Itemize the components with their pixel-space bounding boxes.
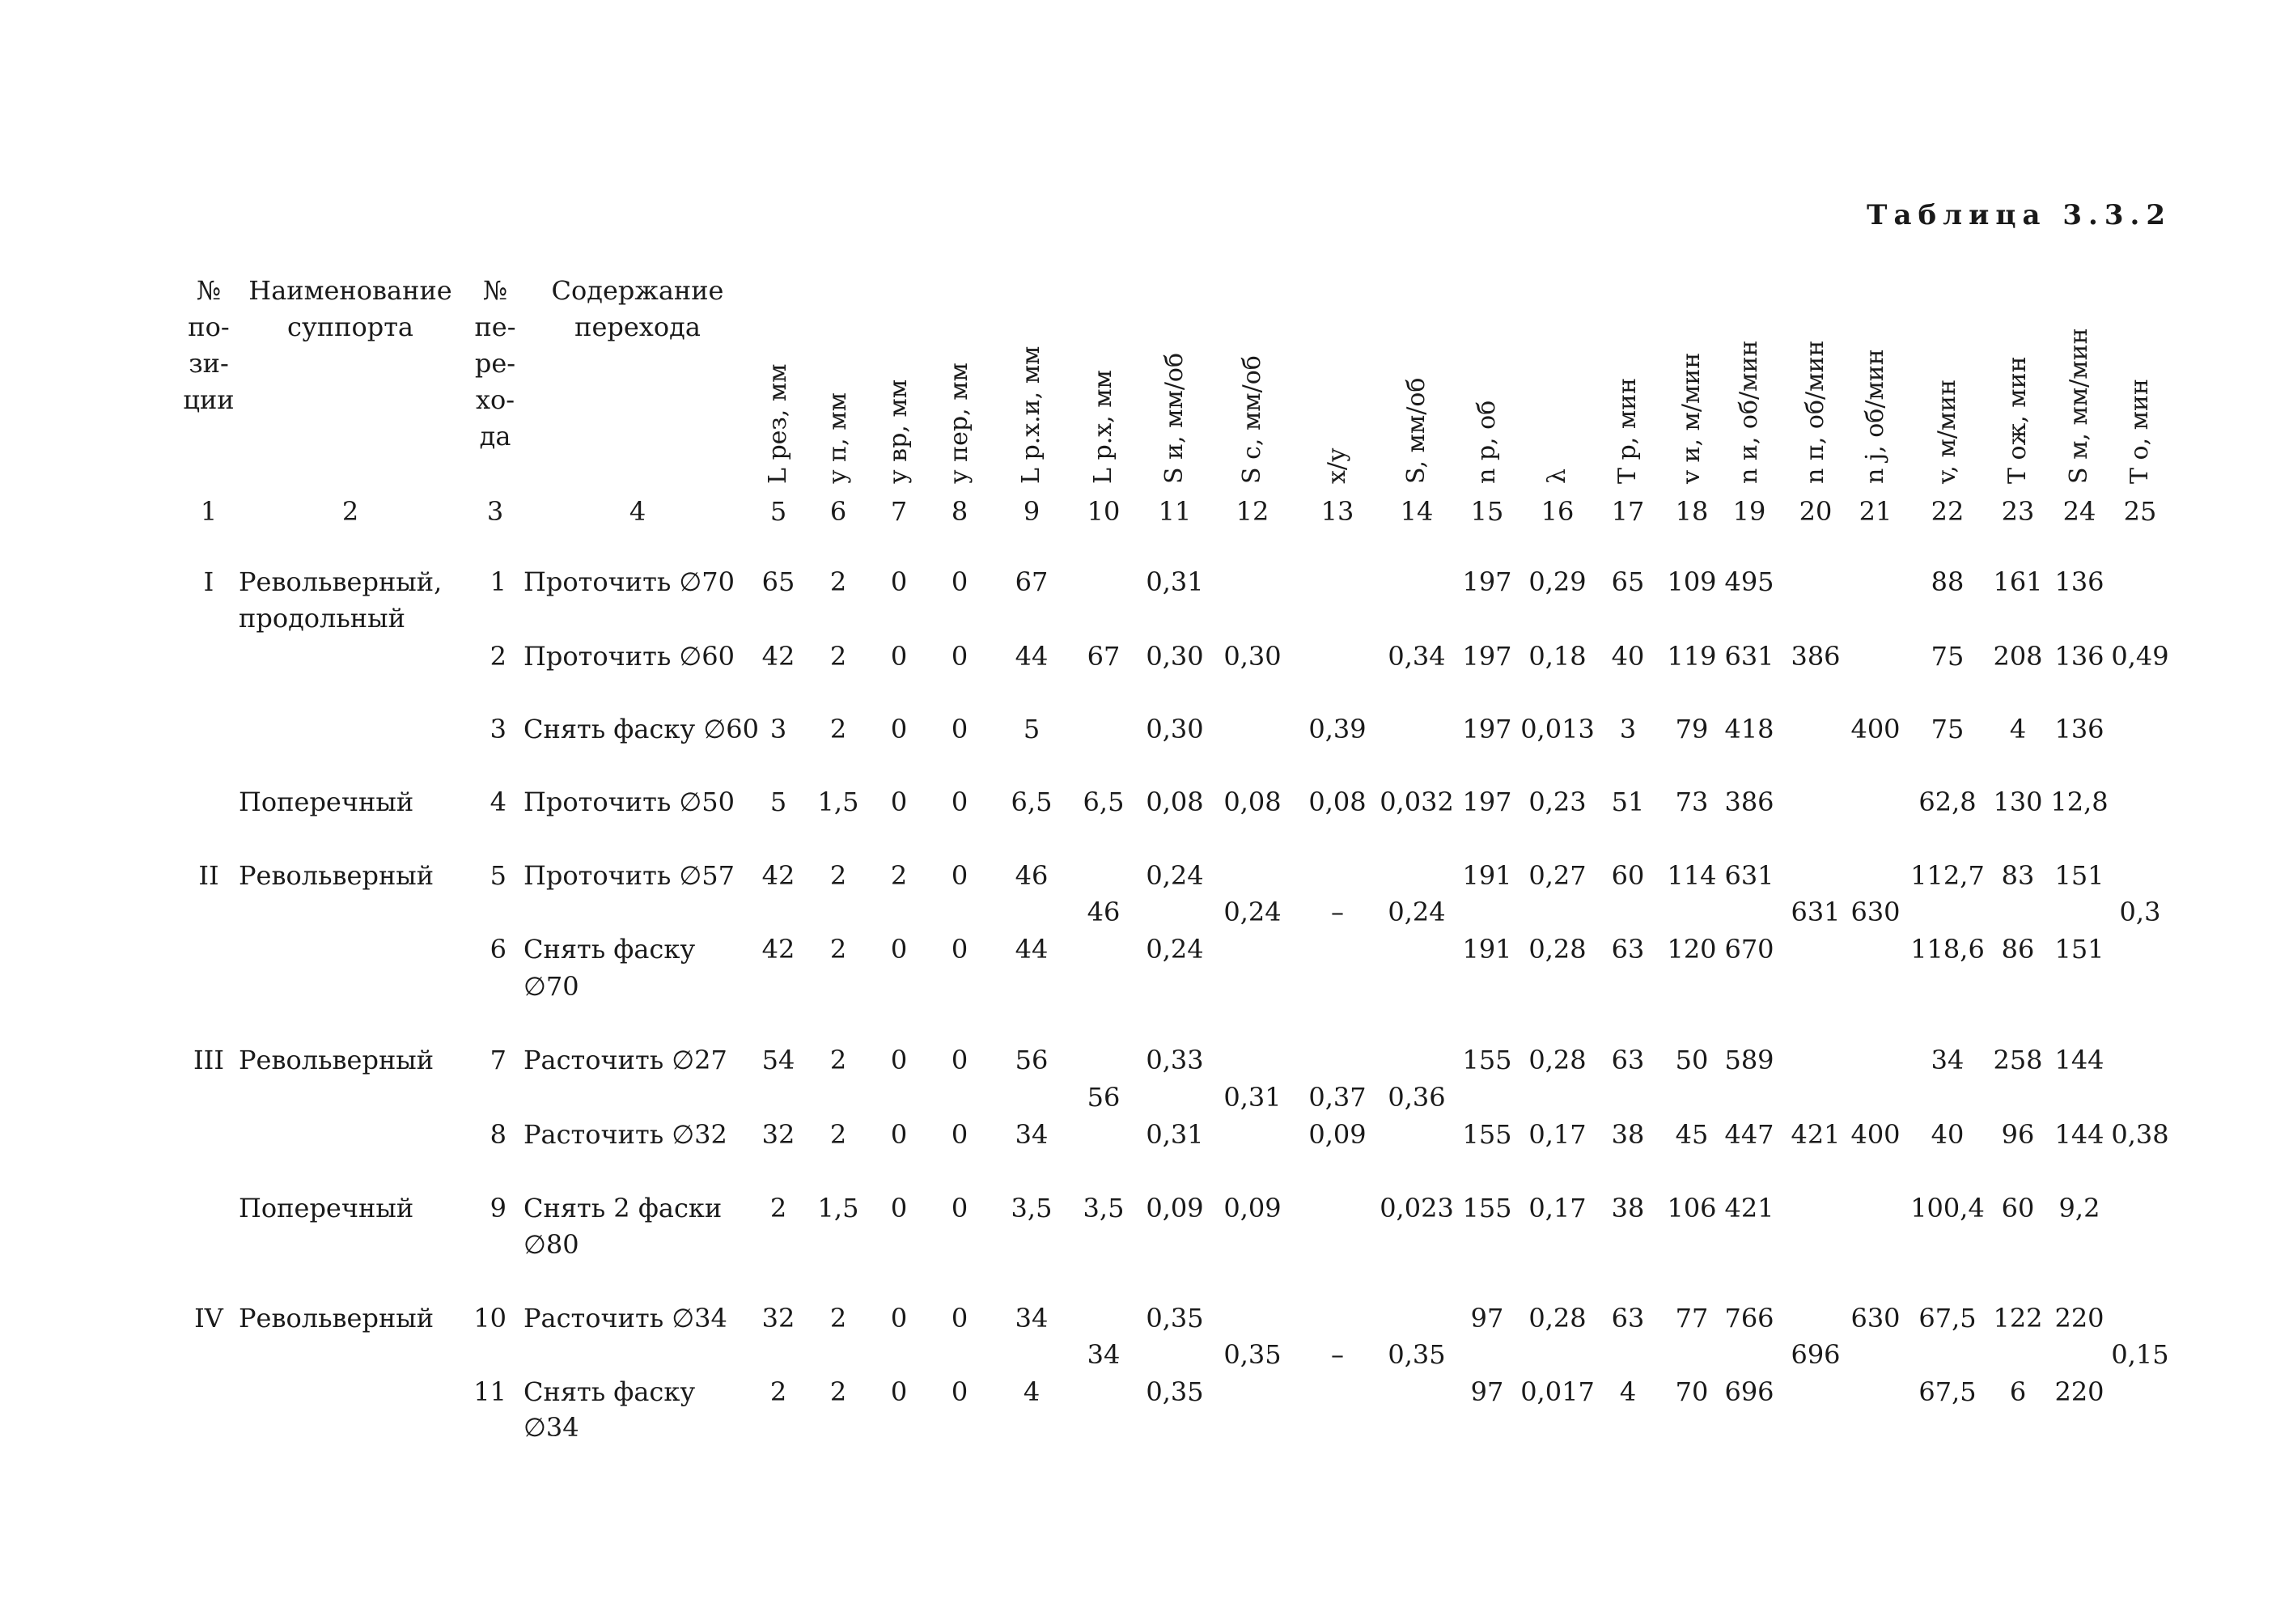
cell-col-16: 0,29 — [1528, 566, 1587, 597]
cell-col-19: 766 — [1724, 1303, 1774, 1334]
column-number: 17 — [1611, 496, 1645, 527]
cell-col-17: 3 — [1619, 714, 1637, 744]
cell-col-8: 0 — [951, 641, 968, 672]
cell-col-24: 144 — [2054, 1119, 2104, 1150]
cell-col-11: 0,24 — [1146, 860, 1204, 891]
header-rotated-label: у п, мм — [824, 392, 852, 484]
cell-col-6: 2 — [829, 566, 847, 597]
cell-col-12: 0,08 — [1223, 787, 1282, 817]
column-number: 7 — [890, 496, 908, 527]
column-number: 10 — [1087, 496, 1121, 527]
cell-col-7: 0 — [890, 1303, 908, 1334]
header-rotated-label: S с, мм/об — [1238, 355, 1266, 484]
cell-col-19: 495 — [1724, 566, 1774, 597]
cell-col-7: 0 — [890, 1045, 908, 1075]
cell-col-22: 67,5 — [1918, 1376, 1977, 1407]
cell-col-8: 0 — [951, 1045, 968, 1075]
row-transition-no: 7 — [490, 1045, 506, 1075]
cell-col-11: 0,33 — [1146, 1045, 1204, 1075]
cell-col-7: 0 — [890, 1193, 908, 1223]
cell-col-21: 630 — [1850, 1303, 1901, 1334]
cell-col-6: 2 — [829, 1119, 847, 1150]
column-number: 2 — [341, 496, 359, 527]
cell-col-18: 120 — [1667, 934, 1717, 965]
column-number: 15 — [1470, 496, 1504, 527]
cell-col-8: 0 — [951, 1193, 968, 1223]
cell-col-12: 0,30 — [1223, 641, 1282, 672]
cell-col-11: 0,30 — [1146, 641, 1204, 672]
row-position: IV — [194, 1303, 223, 1334]
cell-col-23: 130 — [1993, 787, 2043, 817]
column-number: 3 — [486, 496, 504, 527]
cell-col-18: 109 — [1667, 566, 1717, 597]
cell-col-24: 151 — [2054, 860, 2104, 891]
cell-col-22: 62,8 — [1918, 787, 1977, 817]
cell-col-16: 0,18 — [1528, 641, 1587, 672]
cell-col-25: 0,49 — [2111, 641, 2169, 672]
column-number: 18 — [1675, 496, 1709, 527]
cell-col-24: 136 — [2054, 714, 2104, 744]
row-content: Расточить ∅27 — [523, 1045, 727, 1075]
cell-col-13: 0,37 — [1308, 1082, 1367, 1113]
cell-col-12: 0,24 — [1223, 897, 1282, 927]
header-rotated-label: L рез, мм — [764, 363, 792, 484]
row-transition-no: 10 — [473, 1303, 506, 1334]
cell-col-13: – — [1331, 1339, 1344, 1370]
cell-col-16: 0,28 — [1528, 934, 1587, 965]
cell-col-5: 42 — [761, 641, 795, 672]
cell-col-19: 631 — [1724, 860, 1774, 891]
cell-col-17: 51 — [1611, 787, 1645, 817]
cell-col-15: 197 — [1462, 787, 1512, 817]
header-transition-no-line: хо- — [475, 384, 515, 415]
cell-col-25: 0,38 — [2111, 1119, 2169, 1150]
cell-col-15: 191 — [1462, 860, 1512, 891]
column-number: 16 — [1541, 496, 1575, 527]
row-transition-no: 2 — [490, 641, 506, 672]
header-rotated-label: Т ож, мин — [2003, 356, 2032, 484]
cell-col-7: 0 — [890, 934, 908, 965]
cell-col-19: 386 — [1724, 787, 1774, 817]
cell-col-5: 54 — [761, 1045, 795, 1075]
cell-col-7: 0 — [890, 1376, 908, 1407]
column-number: 20 — [1799, 496, 1833, 527]
cell-col-20: 386 — [1791, 641, 1841, 672]
cell-col-15: 97 — [1470, 1376, 1504, 1407]
row-content: Снять фаску — [523, 1376, 696, 1407]
cell-col-11: 0,24 — [1146, 934, 1204, 965]
cell-col-20: 631 — [1791, 897, 1841, 927]
cell-col-9: 46 — [1015, 860, 1049, 891]
cell-col-24: 151 — [2054, 934, 2104, 965]
row-content: ∅70 — [523, 971, 579, 1002]
row-transition-no: 5 — [490, 860, 506, 891]
header-rotated-label: х/у — [1323, 447, 1351, 484]
header-support-line: Наименование — [248, 275, 452, 306]
cell-col-5: 2 — [769, 1376, 787, 1407]
header-transition-no-line: № — [482, 275, 508, 306]
cell-col-14: 0,35 — [1388, 1339, 1446, 1370]
cell-col-13: 0,08 — [1308, 787, 1367, 817]
cell-col-19: 421 — [1724, 1193, 1774, 1223]
cell-col-15: 97 — [1470, 1303, 1504, 1334]
cell-col-17: 4 — [1619, 1376, 1637, 1407]
header-rotated-label: v и, м/мин — [1677, 352, 1706, 484]
header-rotated-label: n р, об — [1473, 400, 1501, 484]
row-transition-no: 6 — [490, 934, 506, 965]
cell-col-22: 100,4 — [1910, 1193, 1985, 1223]
cell-col-8: 0 — [951, 714, 968, 744]
header-rotated-label: L р.х.и, мм — [1017, 346, 1045, 484]
header-position-line: № — [196, 275, 222, 306]
cell-col-21: 630 — [1850, 897, 1901, 927]
cell-col-16: 0,17 — [1528, 1193, 1587, 1223]
cell-col-16: 0,28 — [1528, 1303, 1587, 1334]
cell-col-6: 2 — [829, 1376, 847, 1407]
row-content: ∅80 — [523, 1229, 579, 1260]
row-transition-no: 8 — [490, 1119, 506, 1150]
cell-col-7: 0 — [890, 641, 908, 672]
header-support-line: суппорта — [287, 312, 413, 342]
cell-col-24: 136 — [2054, 641, 2104, 672]
cell-col-22: 112,7 — [1910, 860, 1985, 891]
cell-col-18: 119 — [1667, 641, 1717, 672]
cell-col-5: 42 — [761, 934, 795, 965]
row-support: продольный — [239, 603, 405, 634]
row-content: Проточить ∅60 — [523, 641, 735, 672]
cell-col-9: 34 — [1015, 1119, 1049, 1150]
column-number: 22 — [1931, 496, 1965, 527]
header-rotated-label: n п, об/мин — [1801, 340, 1829, 484]
cell-col-22: 34 — [1931, 1045, 1965, 1075]
column-number: 19 — [1732, 496, 1766, 527]
column-number: 23 — [2001, 496, 2035, 527]
row-support: Револьверный — [239, 1045, 434, 1075]
cell-col-22: 75 — [1931, 641, 1965, 672]
cell-col-10: 6,5 — [1083, 787, 1125, 817]
cell-col-19: 418 — [1724, 714, 1774, 744]
cell-col-25: 0,15 — [2111, 1339, 2169, 1370]
cell-col-8: 0 — [951, 934, 968, 965]
cell-col-17: 63 — [1611, 934, 1645, 965]
cell-col-9: 5 — [1023, 714, 1041, 744]
cell-col-8: 0 — [951, 787, 968, 817]
cell-col-18: 106 — [1667, 1193, 1717, 1223]
cell-col-5: 5 — [769, 787, 787, 817]
cell-col-9: 67 — [1015, 566, 1049, 597]
cell-col-6: 2 — [829, 714, 847, 744]
cell-col-7: 0 — [890, 566, 908, 597]
cell-col-8: 0 — [951, 860, 968, 891]
cell-col-15: 197 — [1462, 641, 1512, 672]
header-position-line: зи- — [189, 348, 229, 379]
cell-col-18: 70 — [1675, 1376, 1709, 1407]
cell-col-11: 0,35 — [1146, 1376, 1204, 1407]
cell-col-23: 6 — [2009, 1376, 2027, 1407]
cell-col-12: 0,31 — [1223, 1082, 1282, 1113]
header-rotated-label: n и, об/мин — [1735, 340, 1763, 484]
cell-col-6: 2 — [829, 1303, 847, 1334]
cell-col-15: 191 — [1462, 934, 1512, 965]
header-content-line: Содержание — [551, 275, 724, 306]
cell-col-9: 44 — [1015, 934, 1049, 965]
cell-col-11: 0,08 — [1146, 787, 1204, 817]
cell-col-24: 12,8 — [2050, 787, 2109, 817]
cell-col-10: 67 — [1087, 641, 1121, 672]
cell-col-24: 9,2 — [2058, 1193, 2100, 1223]
cell-col-13: 0,09 — [1308, 1119, 1367, 1150]
cell-col-15: 155 — [1462, 1045, 1512, 1075]
cell-col-5: 32 — [761, 1303, 795, 1334]
cell-col-18: 73 — [1675, 787, 1709, 817]
row-content: Снять фаску ∅60 — [523, 714, 759, 744]
cell-col-15: 197 — [1462, 714, 1512, 744]
cell-col-17: 38 — [1611, 1193, 1645, 1223]
cell-col-13: 0,39 — [1308, 714, 1367, 744]
cell-col-22: 88 — [1931, 566, 1965, 597]
cell-col-24: 144 — [2054, 1045, 2104, 1075]
cell-col-9: 44 — [1015, 641, 1049, 672]
header-rotated-label: S и, мм/об — [1160, 352, 1189, 484]
row-content: Проточить ∅57 — [523, 860, 735, 891]
cell-col-16: 0,27 — [1528, 860, 1587, 891]
column-number: 1 — [200, 496, 218, 527]
cell-col-9: 3,5 — [1011, 1193, 1053, 1223]
cell-col-23: 86 — [2001, 934, 2035, 965]
cell-col-17: 63 — [1611, 1045, 1645, 1075]
cell-col-21: 400 — [1850, 1119, 1901, 1150]
row-position: III — [193, 1045, 224, 1075]
table-title: Таблица 3.3.2 — [1867, 199, 2172, 231]
cell-col-14: 0,36 — [1388, 1082, 1446, 1113]
column-number: 9 — [1023, 496, 1041, 527]
header-content-line: перехода — [574, 312, 701, 342]
row-content: Снять 2 фаски — [523, 1193, 723, 1223]
row-support: Поперечный — [239, 787, 414, 817]
cell-col-16: 0,017 — [1520, 1376, 1595, 1407]
cell-col-10: 3,5 — [1083, 1193, 1125, 1223]
cell-col-5: 42 — [761, 860, 795, 891]
column-number: 4 — [629, 496, 646, 527]
cell-col-11: 0,31 — [1146, 566, 1204, 597]
cell-col-5: 65 — [761, 566, 795, 597]
cell-col-24: 220 — [2054, 1303, 2104, 1334]
cell-col-8: 0 — [951, 1376, 968, 1407]
row-content: Снять фаску — [523, 934, 696, 965]
cell-col-19: 670 — [1724, 934, 1774, 965]
header-rotated-label: v, м/мин — [1933, 379, 1961, 484]
cell-col-14: 0,032 — [1380, 787, 1454, 817]
cell-col-19: 696 — [1724, 1376, 1774, 1407]
cell-col-16: 0,23 — [1528, 787, 1587, 817]
cell-col-23: 96 — [2001, 1119, 2035, 1150]
cell-col-7: 0 — [890, 714, 908, 744]
cell-col-22: 67,5 — [1918, 1303, 1977, 1334]
row-transition-no: 3 — [490, 714, 506, 744]
cell-col-17: 65 — [1611, 566, 1645, 597]
cell-col-12: 0,09 — [1223, 1193, 1282, 1223]
cell-col-15: 155 — [1462, 1119, 1512, 1150]
cell-col-19: 631 — [1724, 641, 1774, 672]
cell-col-18: 50 — [1675, 1045, 1709, 1075]
column-number: 21 — [1859, 496, 1892, 527]
cell-col-23: 122 — [1993, 1303, 2043, 1334]
row-support: Поперечный — [239, 1193, 414, 1223]
row-transition-no: 1 — [490, 566, 506, 597]
header-rotated-label: L р.х, мм — [1089, 370, 1117, 484]
cell-col-9: 6,5 — [1011, 787, 1053, 817]
column-number: 6 — [829, 496, 847, 527]
cell-col-23: 208 — [1993, 641, 2043, 672]
cell-col-16: 0,28 — [1528, 1045, 1587, 1075]
cell-col-6: 2 — [829, 934, 847, 965]
header-transition-no-line: пе- — [474, 312, 516, 342]
row-transition-no: 11 — [473, 1376, 506, 1407]
cell-col-18: 45 — [1675, 1119, 1709, 1150]
cell-col-10: 56 — [1087, 1082, 1121, 1113]
cell-col-23: 258 — [1993, 1045, 2043, 1075]
row-support: Револьверный — [239, 1303, 434, 1334]
cell-col-17: 63 — [1611, 1303, 1645, 1334]
cell-col-23: 161 — [1993, 566, 2043, 597]
column-number: 14 — [1400, 496, 1434, 527]
cell-col-10: 34 — [1087, 1339, 1121, 1370]
cell-col-8: 0 — [951, 1119, 968, 1150]
column-number: 5 — [769, 496, 787, 527]
column-number: 25 — [2123, 496, 2157, 527]
column-number: 11 — [1158, 496, 1192, 527]
cell-col-7: 0 — [890, 1119, 908, 1150]
row-content: Расточить ∅32 — [523, 1119, 727, 1150]
cell-col-20: 696 — [1791, 1339, 1841, 1370]
header-rotated-label: S м, мм/мин — [2065, 328, 2093, 484]
cell-col-5: 3 — [769, 714, 787, 744]
column-number: 12 — [1236, 496, 1269, 527]
cell-col-15: 197 — [1462, 566, 1512, 597]
cell-col-12: 0,35 — [1223, 1339, 1282, 1370]
cell-col-15: 155 — [1462, 1193, 1512, 1223]
cell-col-21: 400 — [1850, 714, 1901, 744]
column-number: 13 — [1320, 496, 1354, 527]
cell-col-22: 40 — [1931, 1119, 1965, 1150]
cell-col-11: 0,30 — [1146, 714, 1204, 744]
cell-col-16: 0,013 — [1520, 714, 1595, 744]
cell-col-6: 2 — [829, 641, 847, 672]
row-transition-no: 9 — [490, 1193, 506, 1223]
cell-col-18: 114 — [1667, 860, 1717, 891]
row-content: ∅34 — [523, 1412, 579, 1443]
cell-col-6: 1,5 — [817, 787, 859, 817]
cell-col-14: 0,24 — [1388, 897, 1446, 927]
row-content: Проточить ∅50 — [523, 787, 735, 817]
header-transition-no-line: да — [479, 421, 511, 452]
header-rotated-label: n ј, об/мин — [1861, 349, 1889, 484]
cell-col-23: 60 — [2001, 1193, 2035, 1223]
cell-col-11: 0,35 — [1146, 1303, 1204, 1334]
cell-col-17: 60 — [1611, 860, 1645, 891]
cell-col-22: 118,6 — [1910, 934, 1985, 965]
row-support: Револьверный, — [239, 566, 443, 597]
cell-col-7: 2 — [890, 860, 908, 891]
cell-col-6: 1,5 — [817, 1193, 859, 1223]
cell-col-23: 83 — [2001, 860, 2035, 891]
cell-col-25: 0,3 — [2119, 897, 2161, 927]
header-rotated-label: Т о, мин — [2126, 378, 2154, 484]
cell-col-8: 0 — [951, 566, 968, 597]
cell-col-23: 4 — [2009, 714, 2027, 744]
header-rotated-label: Т р, мин — [1613, 377, 1642, 484]
cell-col-22: 75 — [1931, 714, 1965, 744]
header-rotated-label: у вр, мм — [884, 379, 913, 484]
cell-col-24: 220 — [2054, 1376, 2104, 1407]
row-support: Револьверный — [239, 860, 434, 891]
cell-col-9: 34 — [1015, 1303, 1049, 1334]
cell-col-5: 2 — [769, 1193, 787, 1223]
cell-col-7: 0 — [890, 787, 908, 817]
column-number: 24 — [2062, 496, 2096, 527]
cell-col-6: 2 — [829, 860, 847, 891]
cell-col-20: 421 — [1791, 1119, 1841, 1150]
row-content: Расточить ∅34 — [523, 1303, 727, 1334]
cell-col-18: 79 — [1675, 714, 1709, 744]
cell-col-9: 56 — [1015, 1045, 1049, 1075]
header-rotated-label: λ — [1543, 468, 1571, 484]
header-position-line: ции — [183, 384, 235, 415]
header-transition-no-line: ре- — [474, 348, 516, 379]
cell-col-9: 4 — [1023, 1376, 1041, 1407]
cell-col-17: 38 — [1611, 1119, 1645, 1150]
row-position: II — [198, 860, 219, 891]
header-position-line: по- — [188, 312, 230, 342]
header-rotated-label: S, мм/об — [1402, 377, 1430, 484]
cell-col-14: 0,34 — [1388, 641, 1446, 672]
row-position: I — [203, 566, 214, 597]
cell-col-13: – — [1331, 897, 1344, 927]
row-content: Проточить ∅70 — [523, 566, 735, 597]
cell-col-16: 0,17 — [1528, 1119, 1587, 1150]
cell-col-5: 32 — [761, 1119, 795, 1150]
cell-col-18: 77 — [1675, 1303, 1709, 1334]
header-rotated-label: у пер, мм — [945, 363, 973, 484]
row-transition-no: 4 — [490, 787, 506, 817]
cell-col-6: 2 — [829, 1045, 847, 1075]
cell-col-11: 0,31 — [1146, 1119, 1204, 1150]
cell-col-10: 46 — [1087, 897, 1121, 927]
cell-col-19: 589 — [1724, 1045, 1774, 1075]
cell-col-11: 0,09 — [1146, 1193, 1204, 1223]
cell-col-14: 0,023 — [1380, 1193, 1454, 1223]
column-number: 8 — [951, 496, 968, 527]
cell-col-8: 0 — [951, 1303, 968, 1334]
cell-col-17: 40 — [1611, 641, 1645, 672]
cell-col-24: 136 — [2054, 566, 2104, 597]
cell-col-19: 447 — [1724, 1119, 1774, 1150]
